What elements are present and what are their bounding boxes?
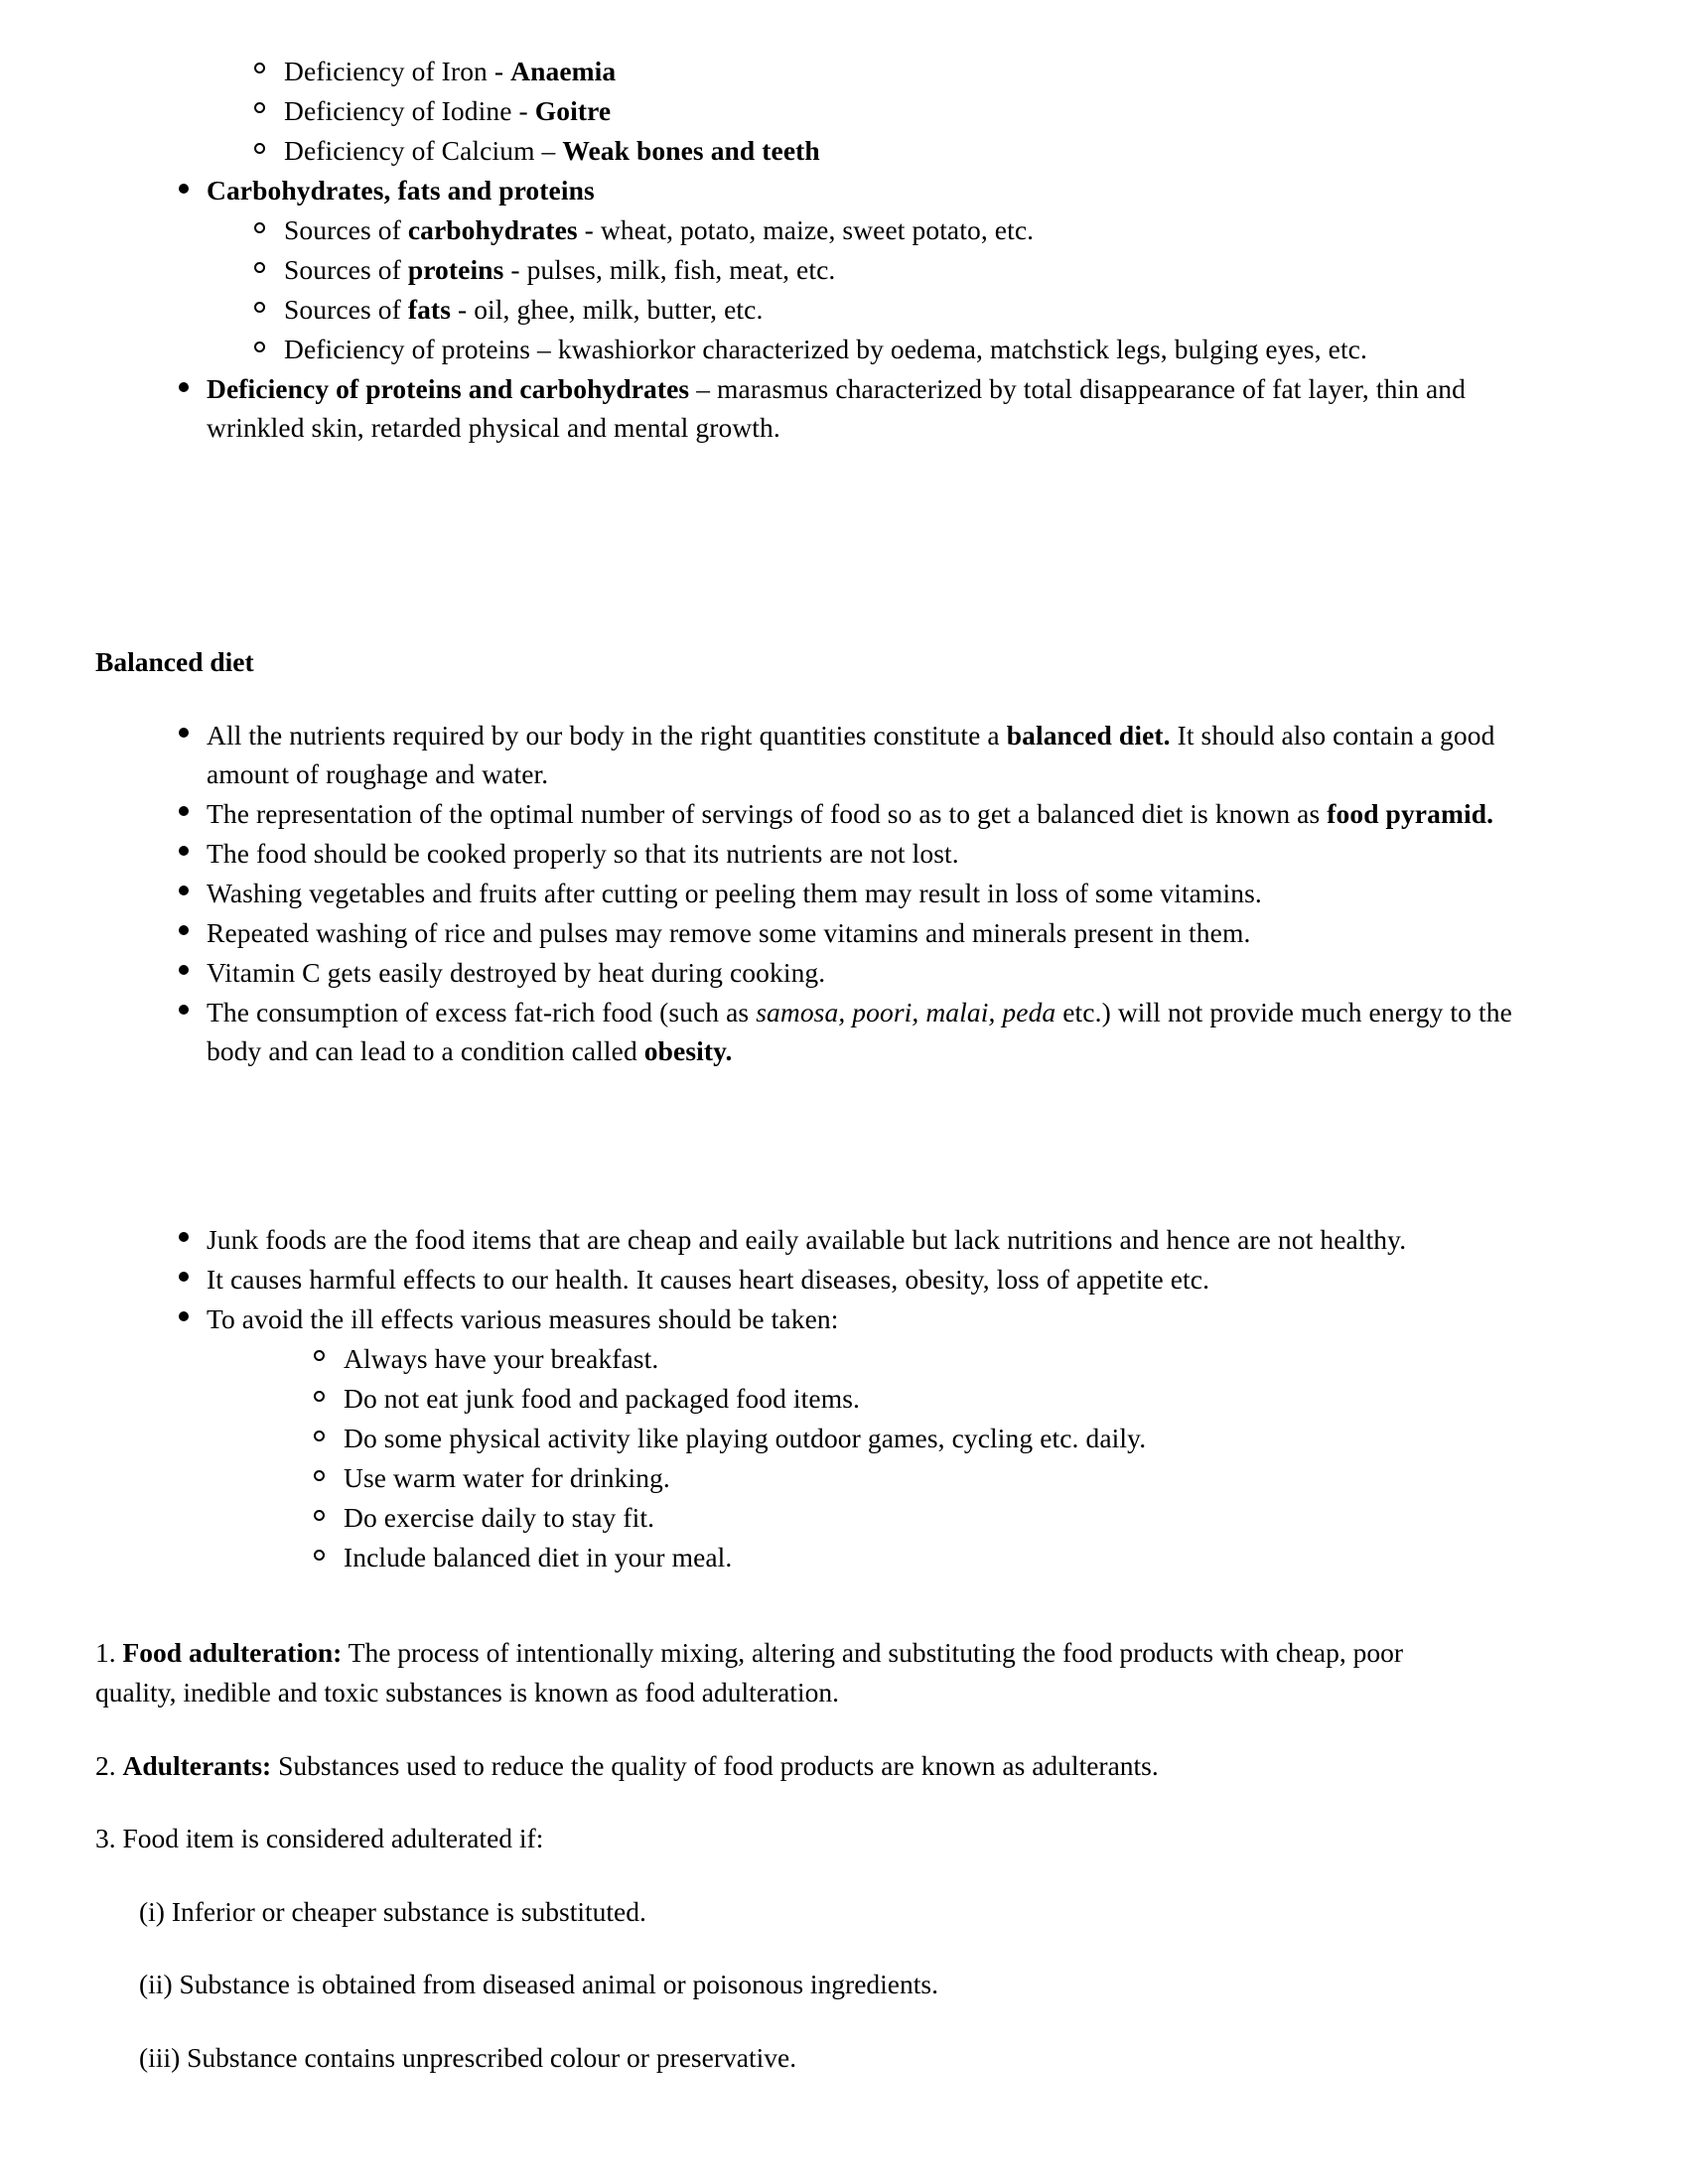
solid-bullet-icon: [179, 171, 189, 209]
list-item-text: Washing vegetables and fruits after cutting or peeling them may result in loss of some vitamins.: [207, 877, 1262, 908]
solid-bullet-icon: [179, 1299, 189, 1338]
list-item-text: Sources of carbohydrates - wheat, potato, maize, sweet potato, etc.: [284, 214, 1035, 246]
list-item-text: To avoid the ill effects various measures should be taken:: [207, 1303, 839, 1335]
hollow-bullet-icon: [254, 250, 265, 289]
list-item: [167, 794, 1569, 833]
solid-bullet-icon: [179, 834, 189, 873]
spacer: [95, 2004, 1569, 2038]
adulteration-item-2: 2. Adulterants: Substances used to reduce the quality of food products are known as adulterants.: [95, 1749, 1159, 1781]
junk-food-section: [167, 1220, 1569, 1338]
list-item-text: Deficiency of Iodine - Goitre: [284, 95, 612, 127]
adulteration-section: [95, 1633, 1569, 2077]
adulteration-roman-ii: (ii) Substance is obtained from diseased animal or poisonous ingredients.: [139, 1969, 938, 2000]
list-item: [244, 330, 1569, 368]
spacer: [95, 1785, 1569, 1819]
list-item-text: The consumption of excess fat-rich food (such as samosa, poori, malai, peda etc.) will not provide much energy to the body and can lead to a condition called obesity.: [207, 996, 1512, 1066]
list-item-text: Do some physical activity like playing outdoor games, cycling etc. daily.: [344, 1423, 1147, 1454]
list-item: [167, 874, 1569, 912]
balanced-diet-section: [95, 642, 1569, 1069]
list-item: [167, 1220, 1569, 1259]
solid-bullet-icon: [179, 1220, 189, 1259]
macros-list: [167, 171, 1569, 209]
list-item-text: Always have your breakfast.: [344, 1343, 659, 1375]
list-item-text: The food should be cooked properly so that its nutrients are not lost.: [207, 837, 959, 869]
list-item-text: The representation of the optimal number of servings of food so as to get a balanced diet is known as food pyramid.: [207, 797, 1494, 829]
hollow-bullet-icon: [314, 1498, 325, 1537]
list-item: [167, 369, 1569, 447]
list-item-text: Repeated washing of rice and pulses may remove some vitamins and minerals present in them.: [207, 916, 1251, 948]
list-item-text: Do exercise daily to stay fit.: [344, 1502, 655, 1534]
spacer: [95, 448, 1569, 642]
deficiency-group: [244, 52, 1569, 170]
macros-group: [167, 171, 1569, 209]
list-item: [167, 913, 1569, 952]
list-item: [304, 1538, 1569, 1576]
list-item: [167, 171, 1569, 209]
hollow-bullet-icon: [254, 210, 265, 249]
list-item: [167, 1299, 1569, 1338]
solid-bullet-icon: [179, 369, 189, 408]
list-item: [304, 1458, 1569, 1497]
deficiency-list: [244, 52, 1569, 170]
hollow-bullet-icon: [314, 1538, 325, 1576]
spacer: [95, 682, 1569, 716]
adulteration-item-3: 3. Food item is considered adulterated if:: [95, 1823, 544, 1854]
list-item: [304, 1498, 1569, 1537]
hollow-bullet-icon: [254, 52, 265, 90]
list-item-text: Sources of proteins - pulses, milk, fish, meat, etc.: [284, 254, 836, 286]
solid-bullet-icon: [179, 993, 189, 1031]
list-item: [244, 210, 1569, 249]
hollow-bullet-icon: [314, 1458, 325, 1497]
list-item-text: Deficiency of Calcium – Weak bones and teeth: [284, 135, 820, 167]
adulteration-roman-i: (i) Inferior or cheaper substance is substituted.: [139, 1895, 646, 1927]
balanced-diet-list: [167, 716, 1569, 1070]
list-item: [244, 290, 1569, 329]
spacer: [95, 1858, 1569, 1892]
list-item: [244, 52, 1569, 90]
list-item: [244, 250, 1569, 289]
macros-sub-group: [244, 210, 1569, 368]
measures-list: [304, 1339, 1569, 1576]
marasmus-group: [167, 369, 1569, 447]
hollow-bullet-icon: [254, 131, 265, 170]
macros-sub-list: [244, 210, 1569, 368]
list-item-text: Sources of fats - oil, ghee, milk, butter, etc.: [284, 294, 764, 326]
spacer: [95, 1577, 1569, 1633]
list-item: [167, 1260, 1569, 1298]
list-item: [167, 716, 1569, 793]
list-item: [304, 1379, 1569, 1418]
solid-bullet-icon: [179, 953, 189, 992]
solid-bullet-icon: [179, 716, 189, 754]
list-item-text: Vitamin C gets easily destroyed by heat during cooking.: [207, 956, 826, 988]
list-item: [244, 131, 1569, 170]
list-item: [167, 993, 1569, 1070]
list-item: [244, 91, 1569, 130]
junk-food-list: [167, 1220, 1569, 1338]
list-item-text: Deficiency of proteins – kwashiorkor characterized by oedema, matchstick legs, bulging eyes, etc.: [284, 334, 1367, 365]
list-item: [167, 834, 1569, 873]
list-item: [304, 1339, 1569, 1378]
list-item: [167, 953, 1569, 992]
hollow-bullet-icon: [254, 290, 265, 329]
adulteration-item-1: 1. Food adulteration: The process of intentionally mixing, altering and substituting the food products with cheap, poor quality, inedible and toxic substances is known as food adulteration.: [95, 1637, 1404, 1707]
marasmus-list: [167, 369, 1569, 447]
adulteration-roman-iii: (iii) Substance contains unprescribed colour or preservative.: [139, 2041, 797, 2073]
hollow-bullet-icon: [314, 1379, 325, 1418]
list-item-text: All the nutrients required by our body in the right quantities constitute a balanced diet. It should also contain a good amount of roughage and water.: [207, 719, 1495, 789]
spacer: [95, 1712, 1569, 1746]
list-item-text: Do not eat junk food and packaged food items.: [344, 1383, 860, 1415]
balanced-diet-heading: Balanced diet: [95, 646, 254, 678]
spacer: [95, 1071, 1569, 1220]
hollow-bullet-icon: [314, 1339, 325, 1378]
solid-bullet-icon: [179, 913, 189, 952]
balanced-diet-group: [167, 716, 1569, 1070]
list-item: [304, 1419, 1569, 1457]
marasmus-text: Deficiency of proteins and carbohydrates – marasmus characterized by total disappearance of fat layer, thin and wrinkled skin, retarded physical and mental growth.: [207, 373, 1466, 444]
hollow-bullet-icon: [254, 330, 265, 368]
measures-group: [304, 1339, 1569, 1576]
list-item-text: Include balanced diet in your meal.: [344, 1542, 733, 1573]
list-item-text: It causes harmful effects to our health. It causes heart diseases, obesity, loss of appetite etc.: [207, 1263, 1210, 1295]
spacer: [95, 1931, 1569, 1965]
hollow-bullet-icon: [254, 91, 265, 130]
macros-heading: Carbohydrates, fats and proteins: [207, 175, 595, 206]
hollow-bullet-icon: [314, 1419, 325, 1457]
list-item-text: Use warm water for drinking.: [344, 1462, 670, 1494]
list-item-text: Junk foods are the food items that are cheap and eaily available but lack nutritions and hence are not healthy.: [207, 1223, 1407, 1255]
solid-bullet-icon: [179, 1260, 189, 1298]
solid-bullet-icon: [179, 874, 189, 912]
list-item-text: Deficiency of Iron - Anaemia: [284, 56, 617, 86]
solid-bullet-icon: [179, 794, 189, 833]
